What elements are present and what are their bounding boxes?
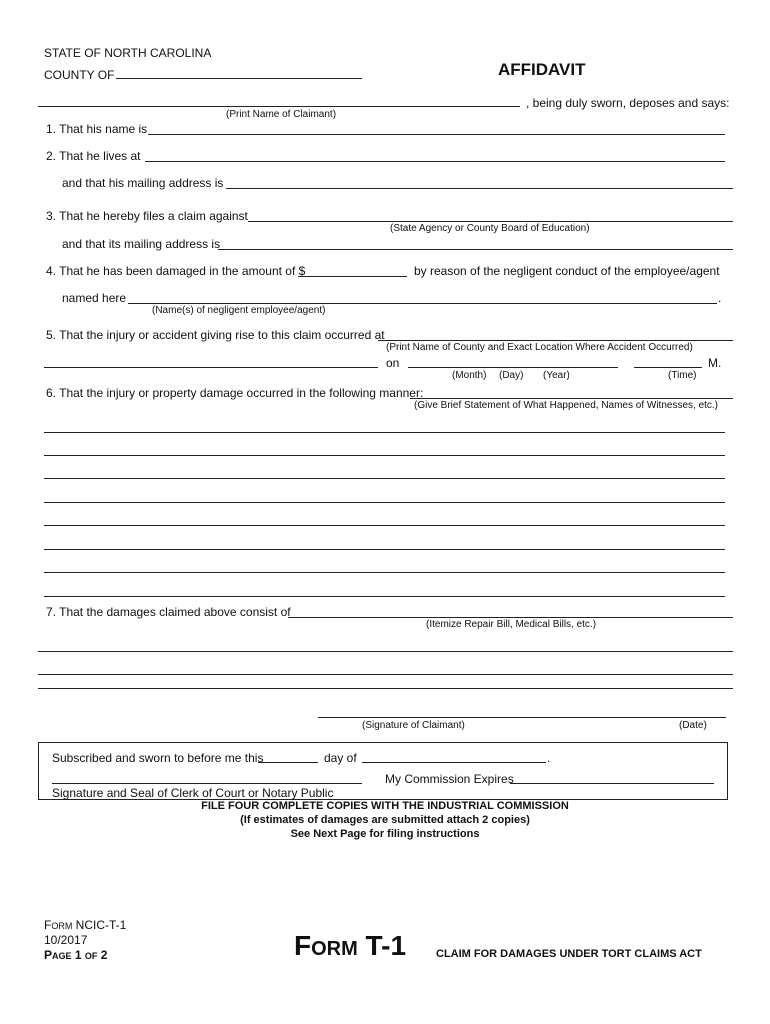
name-field[interactable] (148, 120, 725, 135)
employee-field[interactable] (128, 289, 717, 304)
page-number: PAGE 1 OF 2 (44, 948, 108, 962)
date-field[interactable] (408, 353, 618, 368)
manner-line-2[interactable] (44, 441, 725, 456)
damages-hint: (Itemize Repair Bill, Medical Bills, etc.) (426, 619, 597, 630)
manner-line-5[interactable] (44, 511, 725, 526)
damages-line-1[interactable] (38, 637, 733, 652)
big-form-label: FORM T-1 (294, 930, 407, 961)
manner-line-6[interactable] (44, 535, 725, 550)
manner-field[interactable] (410, 384, 733, 399)
state-label: STATE OF NORTH CAROLINA (44, 46, 212, 60)
county-field[interactable] (116, 64, 362, 79)
claimant-name-field[interactable] (38, 92, 520, 107)
form-title: AFFIDAVIT (498, 60, 586, 79)
print-name-hint: (Print Name of Claimant) (226, 109, 337, 120)
reason-text: by reason of the negligent conduct of the employee/agent (414, 264, 720, 278)
location-hint: (Print Name of County and Exact Location Where Accident Occurred) (386, 342, 693, 353)
claim-label: 3. That he hereby files a claim against (46, 209, 248, 223)
residence-field[interactable] (145, 147, 725, 162)
injury-label: 5. That the injury or accident giving rise to this claim occurred at (46, 328, 385, 342)
agency-address-field[interactable] (218, 235, 733, 250)
county-label: COUNTY OF (44, 68, 115, 82)
commission-expires-field[interactable] (510, 769, 714, 784)
location-continued-field[interactable] (44, 353, 378, 368)
instructions-line3: See Next Page for filing instructions (290, 828, 480, 840)
mailing-address-field[interactable] (226, 174, 733, 189)
claim-title: CLAIM FOR DAMAGES UNDER TORT CLAIMS ACT (436, 948, 702, 960)
agency-hint: (State Agency or County Board of Education) (390, 223, 590, 234)
damages-label: 7. That the damages claimed above consist of (46, 605, 291, 619)
named-label: named here (62, 291, 127, 305)
lives-label: 2. That he lives at (46, 149, 141, 163)
time-field[interactable] (634, 353, 702, 368)
damages-line-3[interactable] (38, 674, 733, 689)
manner-line-4[interactable] (44, 488, 725, 503)
manner-label: 6. That the injury or property damage occurred in the following manner: (46, 386, 424, 400)
amount-field[interactable] (298, 262, 407, 277)
agency-field[interactable] (248, 207, 733, 222)
day-of-label: day of (324, 751, 357, 765)
sworn-text: , being duly sworn, deposes and says: (526, 96, 730, 110)
instructions-line2: (If estimates of damages are submitted attach 2 copies) (240, 814, 530, 826)
year-hint: (Year) (543, 370, 570, 381)
claimant-signature-field[interactable] (318, 703, 726, 718)
location-field[interactable] (378, 326, 733, 341)
form-revision: 10/2017 (44, 933, 88, 947)
subscribed-label: Subscribed and sworn to before me this (52, 751, 264, 765)
manner-line-3[interactable] (44, 464, 725, 479)
name-label: 1. That his name is (46, 122, 148, 136)
manner-line-7[interactable] (44, 558, 725, 573)
m-label: M. (708, 356, 722, 370)
mailing-label: and that his mailing address is (62, 176, 224, 190)
notary-day-field[interactable] (258, 748, 318, 763)
commission-label: My Commission Expires (385, 772, 514, 786)
notary-month-field[interactable] (362, 748, 546, 763)
notary-signature-field[interactable] (52, 769, 362, 784)
on-label: on (386, 356, 400, 370)
damaged-label: 4. That he has been damaged in the amount of $ (46, 264, 306, 278)
notary-period: . (547, 751, 551, 765)
damages-field[interactable] (288, 603, 733, 618)
employee-hint: (Name(s) of negligent employee/agent) (152, 305, 326, 316)
its-mailing-label: and that its mailing address is (62, 237, 221, 251)
date-hint: (Date) (679, 720, 707, 731)
seal-label: Signature and Seal of Clerk of Court or Notary Public (52, 786, 334, 800)
claimant-signature-hint: (Signature of Claimant) (362, 720, 465, 731)
day-hint: (Day) (499, 370, 524, 381)
time-hint: (Time) (668, 370, 697, 381)
manner-hint: (Give Brief Statement of What Happened, Names of Witnesses, etc.) (414, 400, 719, 411)
manner-line-8[interactable] (44, 582, 725, 597)
manner-line-1[interactable] (44, 418, 725, 433)
damages-line-2[interactable] (38, 660, 733, 675)
named-period: . (718, 291, 722, 305)
month-hint: (Month) (452, 370, 487, 381)
form-code: FORM NCIC-T-1 (44, 918, 127, 932)
instructions-line1: FILE FOUR COMPLETE COPIES WITH THE INDUSTRIAL COMMISSION (201, 800, 569, 812)
